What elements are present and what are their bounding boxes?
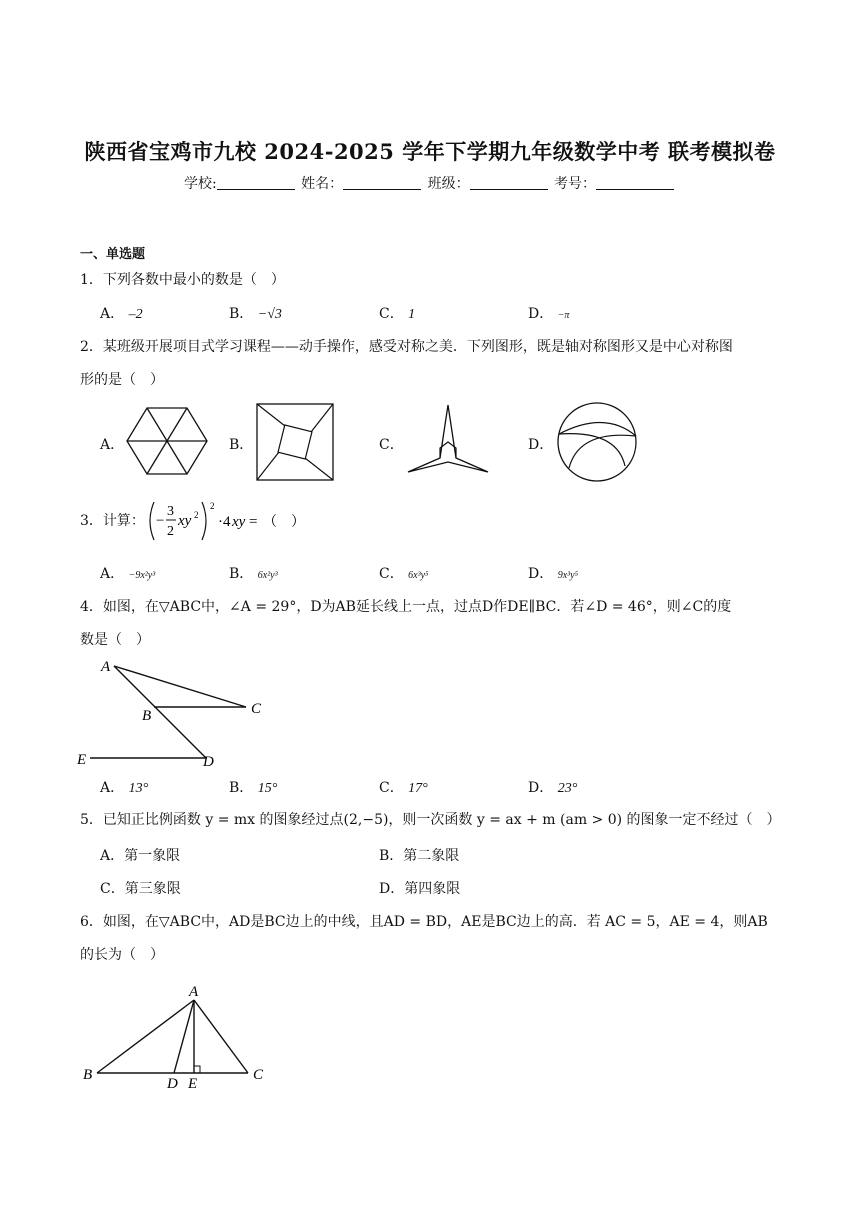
q2-option-d[interactable]: D． (528, 437, 554, 453)
question-5-stem: 5．已知正比例函数 y = mx 的图象经过点(2,−5)，则一次函数 y = ax + m (am > 0) 的图象一定不经过（ ） (80, 812, 781, 828)
svg-text:2: 2 (210, 501, 215, 511)
q1-option-b[interactable]: B． −√3 (229, 306, 282, 322)
pinwheel-square-figure (255, 402, 335, 482)
q1-option-a[interactable]: A． –2 (100, 306, 143, 322)
q3-expression (146, 498, 306, 548)
q3-option-d[interactable]: D． 9x³y⁵ (528, 566, 579, 582)
q4-option-d[interactable]: D． 23° (528, 780, 578, 796)
q4-label-e: E (77, 752, 87, 768)
q4-label-b: B (142, 708, 152, 724)
question-3-stem: 3．计算： (80, 513, 145, 529)
svg-text:（ ）: （ ） (263, 515, 305, 530)
q5-option-b[interactable]: B．第二象限 (379, 848, 460, 864)
question-2-stem-line1: 2．某班级开展项目式学习课程——动手操作，感受对称之美．下列图形，既是轴对称图形又是中心对称图 (80, 339, 733, 355)
q5-option-d[interactable]: D．第四象限 (379, 881, 461, 897)
number-blank[interactable] (596, 175, 674, 190)
q4-triangle-figure (74, 654, 274, 772)
q4-option-a[interactable]: A． 13° (100, 780, 149, 796)
svg-text:3: 3 (167, 504, 174, 519)
q4-label-d: D (203, 754, 214, 770)
question-6-stem-line1: 6．如图，在▽ABC中，AD是BC边上的中线，且AD = BD，AE是BC边上的高．若 AC = 5，AE = 4，则AB (80, 914, 768, 930)
q6-label-e: E (188, 1076, 198, 1092)
q4-option-b[interactable]: B． 15° (229, 780, 278, 796)
question-6-stem-line2: 的长为（ ） (80, 947, 164, 963)
page-title: 陕西省宝鸡市九校 2024-2025 学年下学期九年级数学中考 联考模拟卷 (84, 139, 776, 164)
question-4-stem-line1: 4．如图，在▽ABC中，∠A = 29°，D为AB延长线上一点，过点D作DE∥BC．若∠D = 46°，则∠C的度 (80, 599, 732, 615)
q4-option-c[interactable]: C． 17° (379, 780, 428, 796)
q6-label-c: C (253, 1067, 264, 1083)
question-1-stem: 1．下列各数中最小的数是（ ） (80, 272, 285, 288)
q4-label-a: A (101, 659, 111, 675)
class-blank[interactable] (470, 175, 548, 190)
q2-option-c[interactable]: C． (379, 437, 404, 453)
q5-option-a[interactable]: A．第一象限 (100, 848, 181, 864)
hexagon-figure (124, 405, 210, 477)
q2-option-b[interactable]: B． (229, 437, 254, 453)
q6-label-b: B (83, 1067, 93, 1083)
svg-text:2: 2 (194, 510, 199, 520)
svg-text:·4: ·4 (218, 514, 231, 530)
number-label: 考号： (554, 176, 597, 192)
name-label: 姓名： (301, 176, 344, 192)
question-2-stem-line2: 形的是（ ） (80, 372, 164, 388)
three-point-star-figure (404, 402, 492, 476)
svg-text:2: 2 (167, 524, 174, 539)
school-blank[interactable] (217, 175, 295, 190)
q3-expression-graphic (146, 498, 306, 544)
q4-label-c: C (251, 701, 262, 717)
q6-label-d: D (167, 1076, 178, 1092)
q3-option-a[interactable]: A． −9x²y³ (100, 566, 156, 582)
svg-text:xy: xy (232, 514, 246, 530)
q5-option-c[interactable]: C．第三象限 (100, 881, 181, 897)
svg-text:xy: xy (178, 513, 192, 529)
circle-arcs-figure (555, 400, 639, 484)
q6-label-a: A (189, 984, 199, 1000)
student-info-line (0, 173, 860, 193)
q3-option-b[interactable]: B． 6x²y³ (229, 566, 278, 582)
q1-option-d[interactable]: D． −π (528, 306, 570, 322)
name-blank[interactable] (343, 175, 421, 190)
section-heading: 一、单选题 (80, 247, 146, 262)
q2-option-a[interactable]: A． (100, 437, 125, 453)
q6-triangle-figure (80, 980, 280, 1092)
q1-option-c[interactable]: C． 1 (379, 306, 416, 322)
question-4-stem-line2: 数是（ ） (80, 632, 150, 648)
svg-text:=: = (249, 514, 258, 530)
q3-option-c[interactable]: C． 6x³y⁵ (379, 566, 429, 582)
school-label: 学校: (183, 176, 217, 192)
svg-text:−: − (156, 513, 165, 529)
class-label: 班级： (427, 176, 470, 192)
